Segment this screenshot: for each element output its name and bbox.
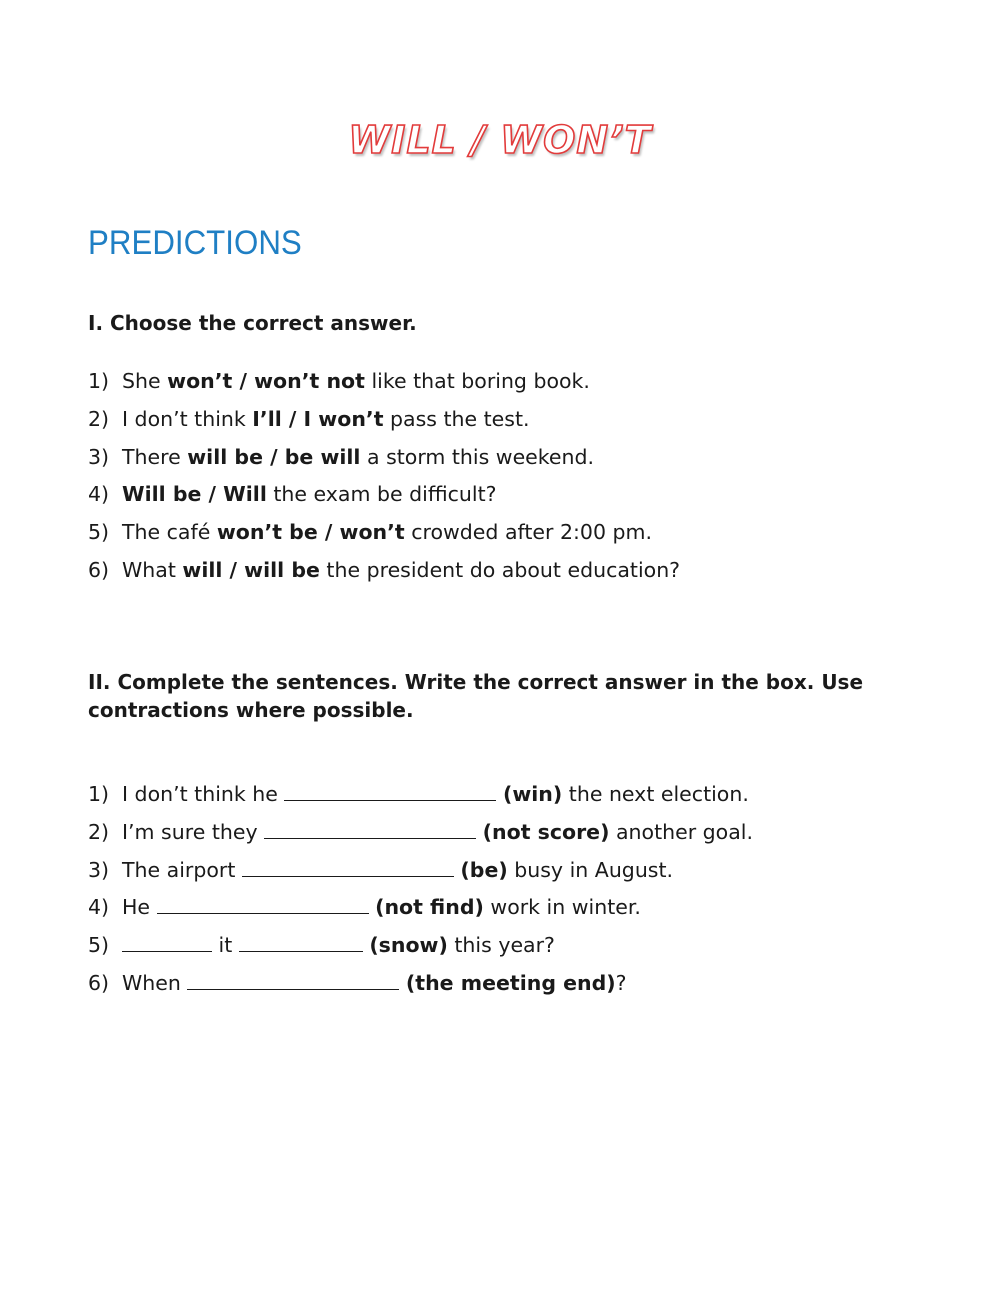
item-text-after: crowded after 2:00 pm.: [404, 520, 653, 545]
item-text-before: I don’t think: [122, 406, 253, 431]
item-text-after: ?: [615, 970, 627, 995]
fill-in-item: [88, 818, 753, 856]
answer-blank[interactable]: [187, 971, 399, 990]
section-2-list: [88, 780, 753, 1007]
choice-item: [88, 405, 680, 443]
item-number: 2): [88, 406, 110, 431]
choice-item: [88, 367, 680, 405]
item-text-before: There: [122, 444, 188, 469]
item-text-before: The café: [122, 520, 217, 545]
item-text-after: pass the test.: [383, 406, 530, 431]
item-text-before: The airport: [122, 857, 242, 882]
item-number: 5): [88, 520, 110, 545]
section-1-list: [88, 367, 680, 594]
section-2-heading: II. Complete the sentences. Write the correct answer in the box. Use contractions where possible.: [88, 670, 864, 722]
item-number: 4): [88, 482, 110, 507]
answer-blank[interactable]: [264, 820, 476, 839]
item-number: 1): [88, 369, 110, 393]
item-number: 3): [88, 444, 110, 469]
verb-hint: (the meeting end): [405, 970, 616, 995]
item-options: won’t be / won’t: [216, 520, 405, 545]
choice-item: [88, 556, 680, 594]
verb-hint: (not score): [482, 819, 610, 844]
choice-item: [88, 518, 680, 556]
answer-blank[interactable]: [284, 782, 496, 801]
item-text-before: I don’t think he: [122, 782, 285, 806]
item-text-after: this year?: [447, 933, 555, 958]
answer-blank[interactable]: [242, 858, 454, 877]
item-text-after: a storm this weekend.: [360, 444, 595, 469]
verb-hint: (not find): [375, 895, 484, 920]
answer-blank-auxiliary[interactable]: [122, 933, 212, 952]
item-options: Will be / Will: [122, 482, 267, 507]
fill-in-item: [88, 931, 753, 969]
choice-item: [88, 480, 680, 518]
item-options: I’ll / I won’t: [252, 406, 384, 431]
item-text-middle: it: [212, 933, 239, 958]
item-text-after: work in winter.: [483, 895, 641, 920]
fill-in-item: [88, 856, 753, 894]
item-options: won’t / won’t not: [167, 369, 365, 393]
item-text-after: busy in August.: [507, 857, 674, 882]
item-number: 5): [88, 933, 110, 958]
section-1-heading: I. Choose the correct answer.: [88, 311, 417, 335]
answer-blank[interactable]: [157, 895, 369, 914]
item-text-before: What: [122, 557, 183, 582]
verb-hint: (win): [502, 782, 563, 806]
answer-blank[interactable]: [239, 933, 363, 952]
item-options: will be / be will: [187, 444, 361, 469]
item-number: 6): [88, 557, 110, 582]
fill-in-item: [88, 969, 753, 1007]
verb-hint: (be): [460, 857, 508, 882]
item-number: 3): [88, 857, 110, 882]
item-text-after: the president do about education?: [319, 557, 681, 582]
verb-hint: (snow): [369, 933, 448, 958]
item-number: 4): [88, 895, 110, 920]
item-text-before: I’m sure they: [122, 819, 265, 844]
choice-item: [88, 443, 680, 481]
item-text-after: like that boring book.: [364, 369, 590, 393]
fill-in-item: [88, 893, 753, 931]
item-number: 2): [88, 819, 110, 844]
item-options: will / will be: [182, 557, 320, 582]
worksheet-subtitle: PREDICTIONS: [88, 224, 302, 262]
item-text-before: She: [122, 369, 168, 393]
item-number: 6): [88, 970, 110, 995]
item-text-before: He: [122, 895, 157, 920]
item-text-before: When: [122, 970, 188, 995]
worksheet-title: WILL / WON’T: [348, 118, 652, 162]
fill-in-item: [88, 780, 753, 818]
item-text-after: the exam be difficult?: [266, 482, 497, 507]
item-number: 1): [88, 782, 110, 806]
item-text-after: the next election.: [562, 782, 749, 806]
item-text-after: another goal.: [609, 819, 753, 844]
